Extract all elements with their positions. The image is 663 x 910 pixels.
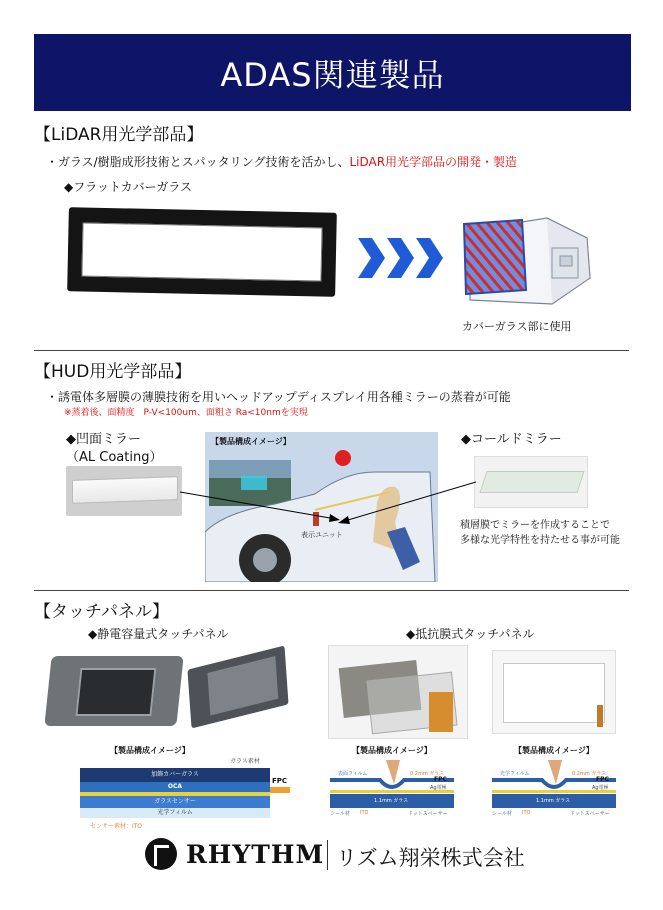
lidar-unit-image: [452, 208, 597, 318]
concave-mirror-photo: [66, 466, 182, 516]
res-ito-label: ITO: [360, 810, 369, 816]
concave-mirror-label: ◆凹面ミラー: [66, 432, 141, 447]
rhythm-logo-icon: [145, 838, 177, 870]
cold-mirror-desc-2: 多様な光学特性を持たせる事が可能: [460, 535, 620, 546]
section-divider: [34, 590, 629, 591]
fpc-strip: [270, 787, 290, 793]
hud-heading: 【HUD用光学部品】: [34, 362, 192, 382]
resistive-label: ◆抵抗膜式タッチパネル: [406, 627, 535, 641]
resistive-image-title-1: 【製品構成イメージ】: [352, 746, 432, 755]
hud-note: ※蒸着後、面精度 P-V<100um、面粗さ Ra<10nmを実現: [64, 408, 308, 418]
cold-pointer-arrow: [336, 480, 476, 526]
optical-film-layer: 光学フィルム: [80, 808, 270, 818]
hud-image-title: 【製品構成イメージ】: [211, 437, 291, 446]
oca-layer: OCA: [80, 782, 270, 792]
cover-glass-layer: 加飾カバーガラス: [80, 768, 270, 782]
res-glass11-label: 1.1mm ガラス: [374, 798, 409, 804]
res2-ag-label: Ag電極: [592, 785, 609, 791]
concave-pointer-arrow: [180, 488, 360, 528]
lidar-caption: カバーガラス部に使用: [462, 320, 572, 333]
capacitive-layer-diagram: [80, 758, 270, 830]
resistive-image-title-2: 【製品構成イメージ】: [514, 746, 594, 755]
res-ag-label: Ag電極: [430, 785, 447, 791]
res2-ito-label: ITO: [522, 810, 531, 816]
page-title-banner: [34, 34, 631, 111]
lidar-desc-prefix: ・ガラス/樹脂成形技術とスパッタリング技術を活かし、: [46, 155, 350, 169]
resistive-panel-photo-2: [492, 650, 616, 734]
res-fpc-label: FPC: [434, 776, 447, 783]
resistive-panel-photo-1: [328, 645, 468, 739]
display-unit-label: 表示ユニット: [301, 531, 343, 539]
res2-fpc-label: FPC: [596, 776, 609, 783]
company-name: リズム翔栄株式会社: [336, 846, 525, 870]
sensor-material-label: センサー素材：ITO: [90, 823, 143, 830]
capacitive-label: ◆静電容量式タッチパネル: [88, 627, 229, 641]
touch-heading: 【タッチパネル】: [34, 602, 169, 622]
cold-mirror-label: ◆コールドミラー: [461, 432, 562, 447]
resistive-layer-diagram-1: [330, 760, 454, 820]
hud-description: ・誘電体多層膜の薄膜技術を用いヘッドアップディスプレイ用各種ミラーの蒸着が可能: [46, 390, 511, 404]
arrow-chevrons-icon: [358, 238, 444, 278]
cold-mirror-photo: [474, 456, 588, 508]
res2-glass11-label: 1.1mm ガラス: [536, 798, 571, 804]
section-divider: [34, 350, 629, 351]
sensor-layer: ガラスセンサー: [80, 796, 270, 808]
flat-cover-glass-label: ◆フラットカバーガラス: [64, 180, 193, 194]
footer-divider: [327, 840, 328, 870]
res2-film-label: 光学フィルム: [500, 771, 530, 777]
capacitive-panel-photo-2: [187, 646, 288, 729]
res-seal-label: シール材: [330, 811, 350, 817]
resistive-layer-diagram-2: [492, 760, 616, 820]
concave-mirror-sublabel: （AL Coating）: [66, 450, 163, 465]
res-film-label: 表面フィルム: [338, 771, 368, 777]
flat-cover-glass-image: [67, 207, 337, 297]
res-glass02-label: 0.2mm ガラス: [410, 771, 445, 777]
brand-name: RHYTHM: [186, 840, 325, 869]
res-dot-label: ドットスペーサー: [408, 811, 448, 817]
glass-material-label: ガラス素材: [230, 758, 260, 765]
capacitive-image-title: 【製品構成イメージ】: [110, 746, 190, 755]
res2-dot-label: ドットスペーサー: [570, 811, 610, 817]
capacitive-panel-photo-1: [44, 656, 183, 726]
res2-glass-label: 0.2mm ガラス: [572, 771, 607, 777]
lidar-desc-highlight: LiDAR用光学部品の開発・製造: [349, 155, 518, 169]
lidar-description: [46, 153, 517, 170]
page-title: ADAS関連製品: [220, 55, 445, 94]
lidar-heading: 【LiDAR用光学部品】: [34, 125, 204, 145]
res2-seal-label: シール材: [492, 811, 512, 817]
cold-mirror-desc-1: 積層膜でミラーを作成することで: [460, 520, 610, 531]
capacitive-fpc-label: FPC: [272, 777, 288, 785]
